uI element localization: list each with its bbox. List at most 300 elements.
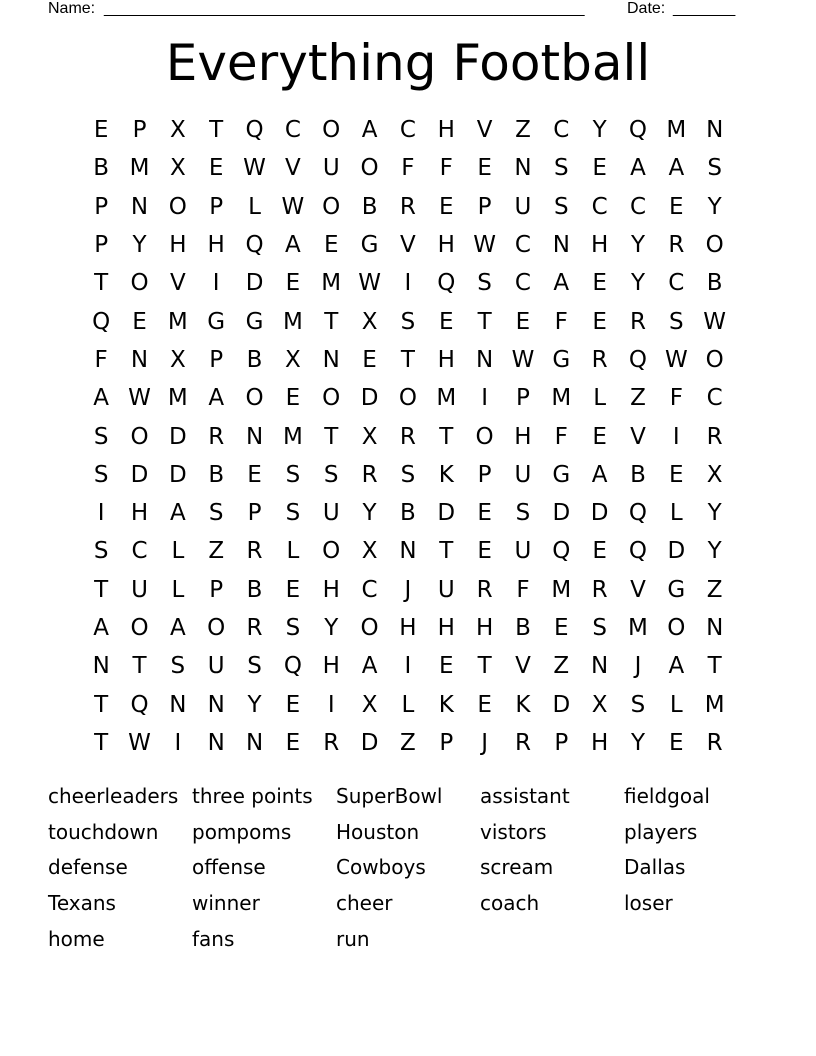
grid-row (82, 494, 734, 532)
word-list-item: scream (480, 855, 554, 880)
grid-letter: S (170, 653, 186, 680)
grid-letter: Q (283, 653, 302, 680)
grid-letter: E (323, 232, 339, 259)
grid-letter: U (514, 538, 532, 565)
grid-letter: M (551, 385, 572, 412)
grid-letter: S (247, 653, 262, 680)
grid-letter: H (514, 423, 532, 450)
grid-letter: I (212, 270, 220, 297)
grid-letter: I (97, 500, 105, 527)
grid-letter: M (666, 117, 687, 144)
grid-letter: M (129, 155, 150, 182)
grid-letter: E (669, 461, 684, 488)
grid-letter: O (705, 232, 724, 259)
grid-letter: L (593, 385, 607, 412)
grid-letter: J (481, 729, 488, 756)
grid-letter: A (361, 117, 378, 144)
grid-letter: J (404, 576, 412, 603)
grid-letter: H (399, 615, 417, 641)
grid-letter: P (94, 232, 109, 259)
grid-letter: R (629, 308, 646, 335)
grid-letter: Z (208, 538, 225, 565)
grid-letter: H (322, 653, 340, 680)
grid-letter: S (285, 615, 301, 641)
grid-letter: Z (400, 729, 416, 756)
grid-letter: N (92, 653, 110, 680)
grid-letter: E (132, 308, 147, 335)
grid-letter: Q (552, 538, 571, 565)
grid-letter: R (476, 576, 493, 603)
grid-letter: A (285, 232, 301, 259)
grid-letter: W (511, 346, 535, 373)
grid-letter: W (281, 193, 305, 220)
grid-letter: S (553, 155, 569, 182)
date-blank-line: _______ (673, 0, 736, 17)
word-list-item: assistant (480, 784, 570, 808)
grid-letter: O (245, 385, 264, 412)
grid-letter: Q (130, 691, 149, 718)
name-label: Name: (48, 0, 96, 17)
grid-letter: X (285, 346, 301, 373)
grid-letter: X (361, 423, 378, 450)
grid-letter: L (171, 538, 185, 565)
grid-letter: R (399, 193, 416, 220)
grid-letter: V (285, 155, 301, 182)
grid-letter: N (245, 423, 264, 450)
grid-letter: K (438, 461, 454, 488)
grid-letter: W (358, 270, 381, 297)
grid-letter: A (668, 653, 685, 680)
grid-letter: B (246, 346, 263, 373)
grid-letter: S (669, 308, 684, 335)
grid-letter: B (630, 461, 646, 488)
grid-letter: O (475, 423, 494, 450)
grid-letter: A (668, 155, 685, 182)
grid-letter: U (437, 576, 455, 603)
grid-letter: P (516, 385, 530, 412)
grid-letter: K (438, 691, 454, 718)
grid-letter: H (437, 346, 455, 373)
word-list-item: home (48, 926, 105, 951)
grid-letter: S (400, 461, 416, 488)
grid-letter: D (360, 729, 379, 756)
grid-letter: H (437, 117, 455, 144)
grid-letter: L (669, 691, 683, 718)
grid-letter: A (630, 155, 646, 182)
grid-letter: I (672, 423, 680, 450)
grid-letter: T (400, 346, 415, 373)
grid-letter: C (284, 117, 301, 144)
grid-letter: R (706, 423, 723, 450)
word-list-item: Cowboys (336, 855, 426, 880)
grid-letter: Q (628, 117, 648, 144)
grid-row (82, 571, 734, 609)
grid-letter: E (669, 193, 684, 220)
grid-letter: W (243, 155, 266, 182)
grid-letter: D (437, 500, 456, 527)
grid-letter: O (322, 385, 341, 412)
grid-letter: P (132, 117, 147, 144)
grid-letter: F (669, 385, 683, 412)
grid-letter: N (706, 615, 724, 641)
grid-letter: W (703, 308, 727, 335)
grid-letter: N (207, 691, 225, 718)
grid-letter: D (169, 461, 187, 488)
grid-letter: P (554, 729, 569, 756)
grid-letter: X (706, 461, 723, 488)
grid-letter: U (207, 653, 225, 680)
grid-letter: H (437, 615, 455, 641)
grid-letter: E (285, 576, 301, 603)
grid-row (82, 685, 734, 723)
word-list-item: cheerleaders (48, 784, 179, 808)
grid-letter: N (169, 691, 187, 718)
grid-letter: V (515, 653, 531, 680)
grid-letter: N (399, 538, 417, 565)
grid-row (82, 724, 734, 762)
grid-letter: M (628, 615, 648, 641)
grid-letter: L (248, 193, 261, 220)
grid-letter: O (360, 155, 379, 182)
grid-letter: E (592, 423, 607, 450)
word-list-item: cheer (336, 891, 393, 916)
grid-letter: O (322, 117, 341, 144)
grid-letter: T (94, 270, 109, 297)
grid-letter: S (285, 461, 301, 488)
grid-letter: S (630, 691, 646, 718)
grid-row (82, 149, 734, 187)
grid-letter: H (130, 500, 149, 527)
grid-letter: P (209, 193, 224, 220)
grid-letter: V (400, 232, 416, 259)
grid-letter: L (669, 500, 683, 527)
grid-letter: Q (92, 308, 111, 335)
word-list-item: coach (480, 891, 540, 916)
grid-letter: M (167, 308, 188, 335)
grid-letter: T (477, 308, 492, 335)
word-list-item: touchdown (48, 819, 159, 844)
grid-letter: O (130, 615, 149, 641)
grid-letter: X (361, 308, 378, 335)
grid-letter: T (707, 653, 722, 680)
grid-letter: D (360, 385, 379, 412)
grid-letter: T (94, 576, 109, 603)
grid-letter: N (130, 346, 149, 373)
grid-letter: C (629, 193, 647, 220)
grid-letter: E (669, 729, 684, 756)
grid-letter: Z (515, 117, 531, 144)
grid-letter: T (439, 538, 454, 565)
word-list-item: winner (192, 891, 260, 916)
grid-letter: B (246, 576, 263, 603)
grid-letter: O (322, 193, 341, 220)
grid-letter: K (515, 691, 531, 718)
grid-letter: T (439, 423, 454, 450)
grid-letter: E (477, 155, 492, 182)
grid-letter: O (207, 615, 226, 641)
grid-letter: Y (707, 193, 722, 220)
grid-letter: S (477, 270, 492, 297)
grid-letter: N (514, 155, 532, 182)
grid-letter: C (399, 117, 416, 144)
word-list-item: players (624, 819, 698, 844)
grid-letter: Z (706, 576, 723, 603)
grid-letter: Y (630, 729, 646, 756)
grid-letter: U (514, 193, 532, 220)
grid-letter: S (592, 615, 607, 641)
grid-letter: D (169, 423, 187, 450)
grid-letter: E (208, 155, 224, 182)
grid-letter: N (130, 193, 149, 220)
grid-letter: N (552, 232, 570, 259)
grid-letter: P (439, 729, 454, 756)
grid-row (82, 379, 734, 417)
grid-letter: I (174, 729, 182, 756)
grid-letter: E (438, 308, 454, 335)
grid-letter: H (322, 576, 340, 603)
grid-letter: X (169, 117, 186, 144)
word-list-item: Dallas (624, 855, 686, 880)
grid-letter: S (93, 423, 109, 450)
grid-letter: L (401, 691, 415, 718)
grid-letter: F (554, 423, 568, 450)
grid-letter: B (208, 461, 225, 488)
grid-letter: O (360, 615, 379, 641)
grid-letter: C (706, 385, 723, 412)
grid-letter: S (323, 461, 339, 488)
grid-letter: E (362, 346, 377, 373)
grid-letter: W (664, 346, 688, 373)
grid-row (82, 264, 734, 302)
grid-letter: C (668, 270, 685, 297)
grid-letter: S (93, 538, 109, 565)
grid-letter: O (398, 385, 417, 412)
grid-letter: X (169, 155, 186, 182)
grid-letter: G (245, 308, 264, 335)
grid-letter: V (630, 423, 646, 450)
grid-letter: W (128, 729, 151, 756)
grid-letter: C (514, 232, 531, 259)
word-list-item: fans (192, 926, 235, 951)
grid-row (82, 532, 734, 570)
grid-letter: U (322, 500, 340, 527)
grid-letter: Q (628, 346, 648, 373)
grid-letter: E (438, 193, 454, 220)
grid-letter: S (553, 193, 569, 220)
grid-letter: B (706, 270, 723, 297)
grid-letter: A (208, 385, 225, 412)
grid-letter: N (207, 729, 225, 756)
grid-row (82, 302, 734, 340)
grid-letter: X (169, 346, 186, 373)
grid-letter: W (473, 232, 496, 259)
grid-letter: U (514, 461, 532, 488)
grid-letter: Q (437, 270, 456, 297)
grid-letter: D (590, 500, 609, 527)
grid-letter: P (247, 500, 262, 527)
grid-letter: E (515, 308, 531, 335)
grid-letter: Z (630, 385, 646, 412)
grid-letter: T (209, 117, 224, 144)
grid-letter: X (361, 691, 378, 718)
grid-letter: V (476, 117, 493, 144)
grid-letter: A (361, 653, 378, 680)
grid-letter: Z (553, 653, 570, 680)
grid-letter: B (361, 193, 378, 220)
grid-letter: E (477, 500, 492, 527)
grid-letter: A (591, 461, 608, 488)
grid-letter: B (400, 500, 416, 527)
grid-letter: J (634, 653, 642, 680)
grid-letter: M (282, 423, 303, 450)
grid-letter: V (630, 576, 646, 603)
grid-letter: O (667, 615, 686, 641)
grid-letter: B (93, 155, 110, 182)
grid-letter: M (167, 385, 188, 412)
grid-letter: I (404, 270, 412, 297)
grid-letter: O (168, 193, 187, 220)
grid-letter: R (668, 232, 685, 259)
grid-letter: I (327, 691, 335, 718)
grid-letter: T (94, 729, 109, 756)
worksheet-header (0, 0, 816, 20)
grid-letter: E (592, 308, 607, 335)
grid-letter: F (439, 155, 453, 182)
grid-letter: U (131, 576, 148, 603)
grid-letter: S (285, 500, 301, 527)
grid-letter: O (130, 423, 149, 450)
grid-letter: P (94, 193, 109, 220)
grid-letter: E (285, 385, 301, 412)
word-list-item: vistors (480, 819, 547, 844)
word-list-item: offense (192, 855, 266, 880)
grid-row (82, 417, 734, 455)
grid-row (82, 188, 734, 226)
grid-letter: R (246, 538, 263, 565)
grid-letter: D (552, 691, 571, 718)
grid-letter: R (208, 423, 225, 450)
grid-letter: E (592, 270, 607, 297)
grid-letter: N (591, 653, 609, 680)
page-title: Everything Football (165, 34, 651, 92)
grid-letter: Y (324, 615, 339, 641)
grid-letter: N (706, 117, 724, 144)
grid-row (82, 226, 734, 264)
grid-letter: F (554, 308, 568, 335)
grid-letter: F (516, 576, 530, 603)
grid-row (82, 111, 734, 149)
grid-letter: P (477, 461, 492, 488)
grid-letter: O (130, 270, 149, 297)
grid-letter: R (399, 423, 416, 450)
grid-letter: Q (245, 117, 264, 144)
word-list-item: run (336, 926, 370, 951)
name-blank-line: ______________________________________________________ (104, 0, 585, 17)
grid-letter: D (130, 461, 149, 488)
grid-letter: E (285, 270, 301, 297)
grid-letter: T (324, 423, 339, 450)
grid-letter: L (286, 538, 300, 565)
grid-letter: R (323, 729, 340, 756)
grid-letter: Y (362, 500, 377, 527)
grid-letter: I (481, 385, 488, 412)
grid-letter: Y (630, 232, 646, 259)
grid-letter: H (590, 729, 609, 756)
grid-letter: E (592, 155, 607, 182)
grid-letter: I (404, 653, 412, 680)
word-list-item: Texans (48, 891, 116, 916)
grid-row (82, 609, 734, 647)
grid-letter: A (93, 615, 110, 641)
grid-letter: E (592, 538, 607, 565)
grid-letter: G (207, 308, 226, 335)
grid-letter: E (93, 117, 109, 144)
grid-row (82, 647, 734, 685)
grid-letter: F (401, 155, 415, 182)
grid-letter: X (361, 538, 378, 565)
grid-letter: G (360, 232, 379, 259)
grid-letter: R (514, 729, 531, 756)
grid-letter: O (322, 538, 341, 565)
grid-letter: Y (707, 538, 722, 565)
grid-letter: S (93, 461, 109, 488)
grid-letter: Q (628, 538, 648, 565)
grid-letter: A (553, 270, 570, 297)
grid-letter: Y (247, 691, 262, 718)
grid-letter: Y (592, 117, 607, 144)
grid-letter: C (514, 270, 531, 297)
grid-letter: A (169, 500, 186, 527)
grid-letter: C (591, 193, 608, 220)
grid-letter: E (477, 538, 492, 565)
grid-letter: P (209, 576, 224, 603)
grid-letter: A (169, 615, 186, 641)
grid-letter: B (515, 615, 531, 641)
grid-letter: D (552, 500, 571, 527)
grid-letter: W (128, 385, 151, 412)
grid-letter: H (169, 232, 187, 259)
grid-letter: A (93, 385, 110, 412)
grid-letter: T (94, 691, 109, 718)
grid-letter: P (477, 193, 492, 220)
grid-letter: E (477, 691, 492, 718)
grid-letter: R (591, 576, 608, 603)
grid-letter: R (591, 346, 608, 373)
grid-letter: E (285, 729, 301, 756)
word-list-item: defense (48, 855, 128, 880)
grid-letter: M (436, 385, 457, 412)
grid-letter: R (246, 615, 263, 641)
grid-letter: T (477, 653, 492, 680)
grid-letter: G (552, 346, 571, 373)
grid-row (82, 341, 734, 379)
word-list-item: pompoms (192, 819, 292, 844)
grid-letter: E (438, 653, 454, 680)
grid-letter: D (245, 270, 264, 297)
grid-letter: E (285, 691, 301, 718)
grid-letter: L (171, 576, 185, 603)
grid-letter: G (552, 461, 571, 488)
letter-grid (82, 111, 734, 762)
word-list (48, 779, 768, 958)
grid-letter: N (476, 346, 494, 373)
grid-letter: G (667, 576, 686, 603)
grid-letter: M (551, 576, 572, 603)
word-list-item: fieldgoal (624, 784, 710, 808)
grid-letter: H (207, 232, 225, 259)
grid-letter: F (94, 346, 108, 373)
grid-letter: T (132, 653, 147, 680)
